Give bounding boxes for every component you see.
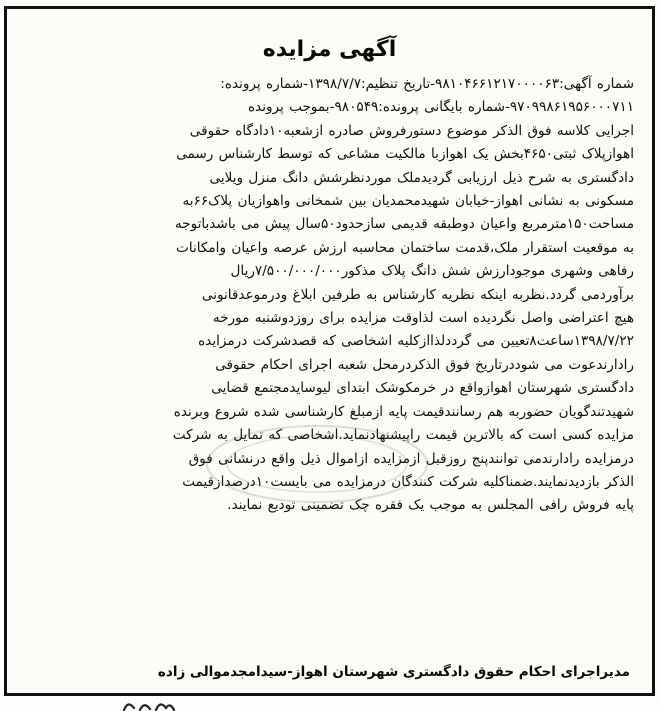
body-line: اجرایی کلاسه فوق الذکر موضوع دستورفروش صادره ازشعبه۱۰دادگاه حقوقی [189,122,634,139]
body-line: به موقعیت استقرار ملک،قدمت ساختمان محاسبه ارزش عرصه واعیان وامکانات [176,239,634,256]
handwritten-mark [120,698,180,711]
body-line: هیچ اعتراضی واصل نگردیده است لذاوقت مزایده برای روزدوشنبه مورخه [212,310,634,327]
body-line: ۹۷۰۹۹۸۶۱۹۵۶۰۰۰۷۱۱-شماره بایگانی پرونده:۹۸۰۵۴۹-بموجب پرونده [247,99,634,116]
body-line: رفاهی وشهری موجودارزش شش دانگ پلاک مذکور۷/۵۰۰/۰۰۰/۰۰۰ریال [230,263,634,280]
notice-title: آگهی مزایده [262,37,397,62]
body-line: برآوردمی گردد.نظربه اینکه نظریه کارشناس به طرفین ابلاغ ودرموعدقانونی [201,286,634,303]
body-line: رادارندعوت می شوددرتاریخ فوق الذکردرمحل شعبه اجرای احکام حقوقی [215,356,634,373]
body-line: دادگستری به شرح ذیل ارزیابی گردیدملک موردنظرشش دانگ منزل ویلایی [209,169,634,186]
notice-frame [4,6,655,696]
body-line: دادگستری شهرستان اهوازواقع در خرمکوشک ابتدای لیوسایدمجتمع قضایی [211,380,634,397]
body-line: پایه فروش رافی المجلس به موجب یک فقره چک تضمینی تودیع نمایند. [227,497,634,514]
signature-line: مدیراجرای احکام حقوق دادگستری شهرستان اهواز-سیدامجدموالی زاده [157,664,630,680]
body-line: مسکونی به نشانی اهواز-خیابان شهیدمحمدیان بین شمخانی واهوازیان پلاک۶۶به [182,193,634,210]
body-line: مساحت۱۵۰مترمربع واعیان دوطبقه قدیمی سازحدود۵۰سال پیش می باشدباتوجه [174,216,634,233]
body-line: ۱۳۹۸/۷/۲۲ساعت۸تعیین می گرددلذاازکلیه اشخاصی که قصدشرکت درمزایده [198,333,634,350]
notice-body [25,73,634,518]
body-line: شهیدتندگویان حضوربه هم رسانندقیمت پایه ازمبلغ کارشناسی شده شروع وبرنده [173,403,634,420]
body-line: شماره آگهی:۹۸۱۰۴۶۶۱۲۱۷۰۰۰۰۶۳-تاریخ تنظیم:۱۳۹۸/۷/۷-شماره پرونده: [220,76,634,92]
body-line: اهوازپلاک ثبتی۴۶۵۰بخش یک اهوازبا مالکیت مشاعی که توسط کارشناس رسمی [176,146,634,163]
body-line: درمزایده رادارندمی توانندپنج روزقبل ازمزایده ازاموال ذیل واقع درنشانی فوق [188,450,634,467]
body-line: مزایده کسی است که بالاترین قیمت راپیشنهادنماید.اشخاصی که تمایل به شرکت [172,427,634,444]
body-line: الذکر بازدیدنمایند.ضمناکلیه شرکت کنندگان درمزایده می بایست۱۰درصدازقیمت [182,473,634,490]
